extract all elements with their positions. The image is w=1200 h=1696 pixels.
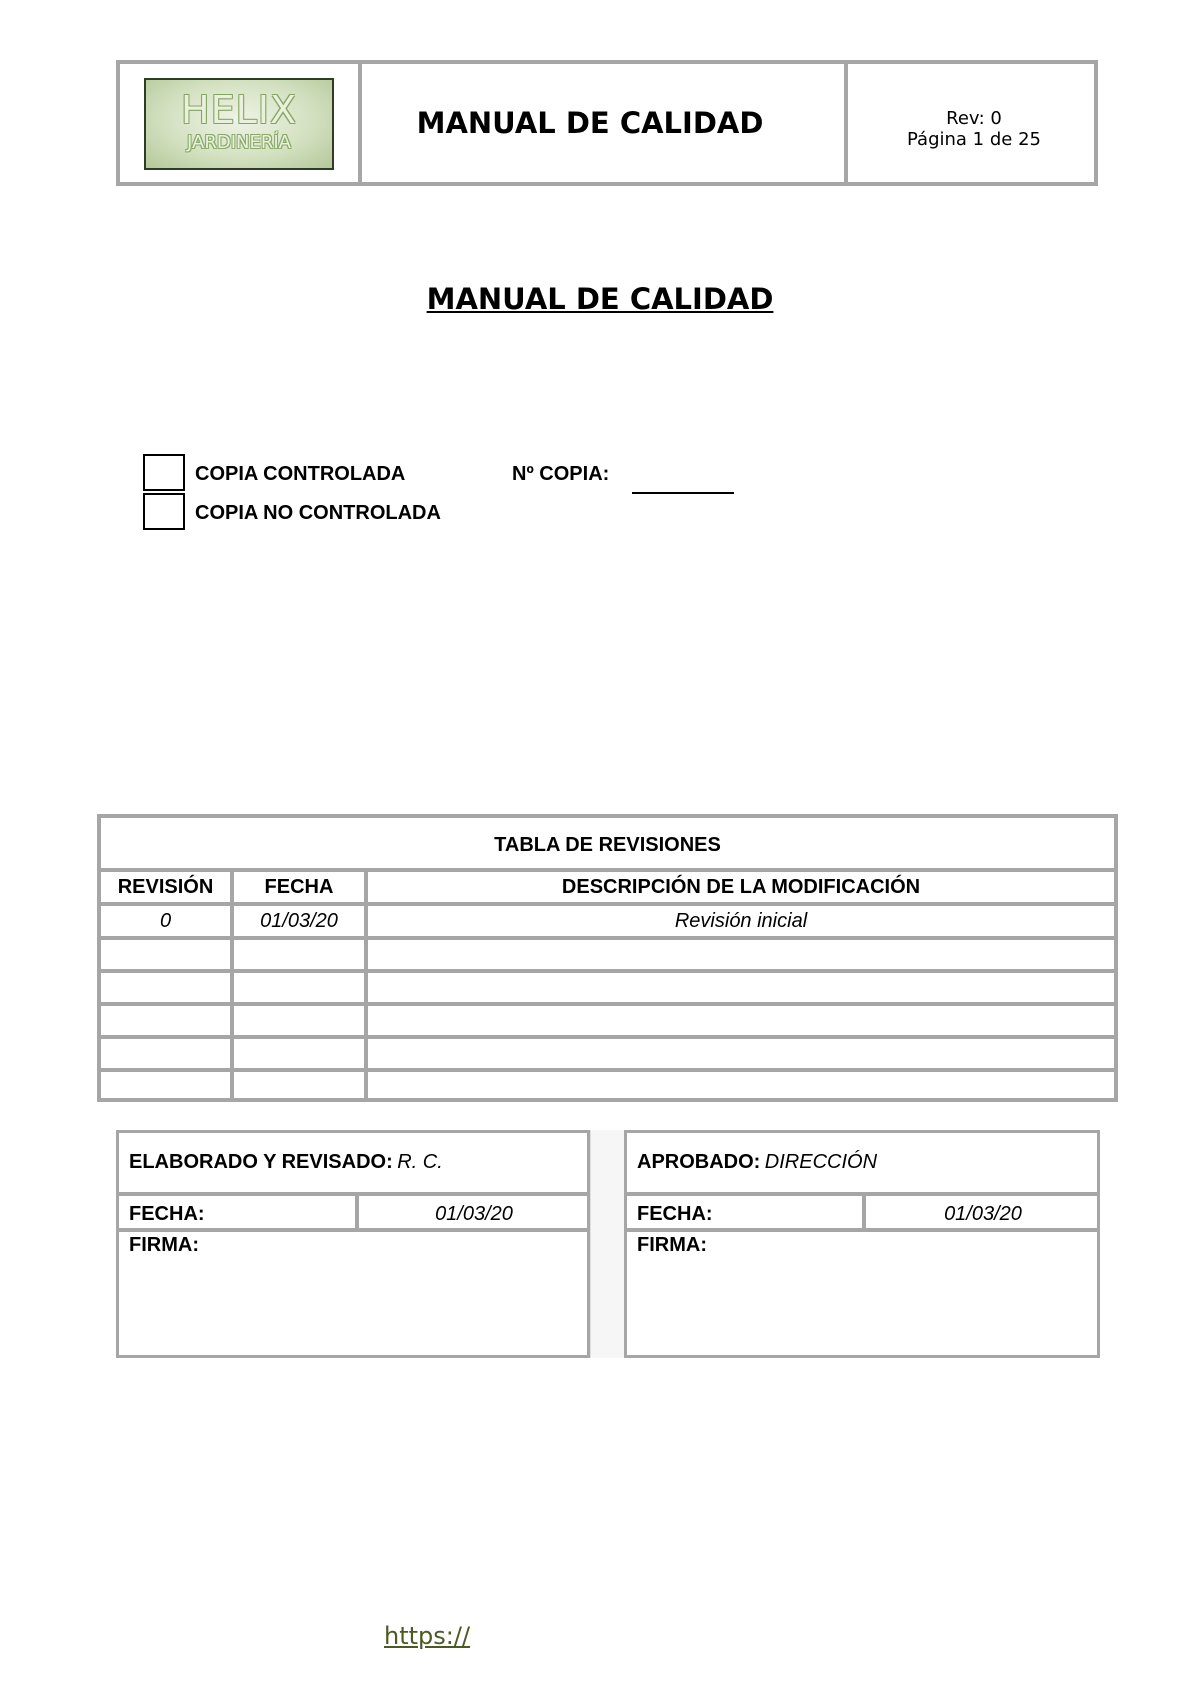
- page-number: Página 1 de 25: [907, 129, 1041, 150]
- table-cell-date: 01/03/20: [260, 910, 338, 932]
- prepared-signature-label: FIRMA:: [129, 1234, 199, 1256]
- table-rule: [101, 868, 1114, 872]
- table-rule: [101, 969, 1114, 973]
- box-spacer: [590, 1130, 626, 1358]
- revisions-table-title: TABLA DE REVISIONES: [494, 834, 721, 856]
- box-rule: [119, 1228, 587, 1232]
- column-header-description: DESCRIPCIÓN DE LA MODIFICACIÓN: [561, 876, 921, 898]
- prepared-label: ELABORADO Y REVISADO:: [129, 1151, 393, 1173]
- table-rule: [101, 1068, 1114, 1072]
- column-header-revision: REVISIÓN: [117, 876, 214, 898]
- copy-number-field[interactable]: [632, 492, 734, 494]
- footer-link[interactable]: https://: [384, 1622, 471, 1650]
- header-divider: [844, 64, 848, 182]
- revision-number: Rev: 0: [946, 108, 1002, 129]
- controlled-copy-checkbox[interactable]: [143, 454, 185, 491]
- controlled-copy-label: COPIA CONTROLADA: [195, 463, 406, 485]
- column-header-date: FECHA: [264, 876, 334, 898]
- table-cell-description: Revisión inicial: [674, 910, 808, 932]
- table-rule: [101, 1035, 1114, 1039]
- logo-name: HELIX: [181, 88, 297, 132]
- approved-date-label: FECHA:: [637, 1203, 713, 1225]
- document-header: [116, 60, 1098, 186]
- prepared-value: R. C.: [397, 1151, 443, 1173]
- approved-value: DIRECCIÓN: [764, 1151, 878, 1173]
- table-rule: [101, 902, 1114, 906]
- approved-label: APROBADO:: [637, 1151, 761, 1173]
- page-title: MANUAL DE CALIDAD: [426, 282, 774, 316]
- copy-number-label: Nº COPIA:: [512, 463, 610, 485]
- table-rule: [101, 1002, 1114, 1006]
- approved-box: [624, 1130, 1100, 1358]
- header-title: MANUAL DE CALIDAD: [416, 106, 764, 140]
- logo-subtitle: JARDINERÍA: [187, 132, 291, 153]
- prepared-date-label: FECHA:: [129, 1203, 205, 1225]
- prepared-line: [129, 1151, 443, 1174]
- table-rule: [101, 936, 1114, 940]
- box-rule: [119, 1192, 587, 1196]
- header-revision-info: [850, 108, 1098, 150]
- uncontrolled-copy-checkbox[interactable]: [143, 493, 185, 530]
- box-rule: [627, 1228, 1097, 1232]
- column-divider: [230, 872, 234, 1098]
- prepared-box: [116, 1130, 590, 1358]
- approved-date: 01/03/20: [944, 1203, 1022, 1225]
- revisions-table: [97, 814, 1118, 1102]
- company-logo: [144, 78, 334, 170]
- prepared-date: 01/03/20: [435, 1203, 513, 1225]
- uncontrolled-copy-label: COPIA NO CONTROLADA: [195, 502, 441, 524]
- approved-line: [637, 1151, 877, 1174]
- table-cell-revision: 0: [159, 910, 172, 932]
- column-divider: [364, 872, 368, 1098]
- approved-signature-label: FIRMA:: [637, 1234, 707, 1256]
